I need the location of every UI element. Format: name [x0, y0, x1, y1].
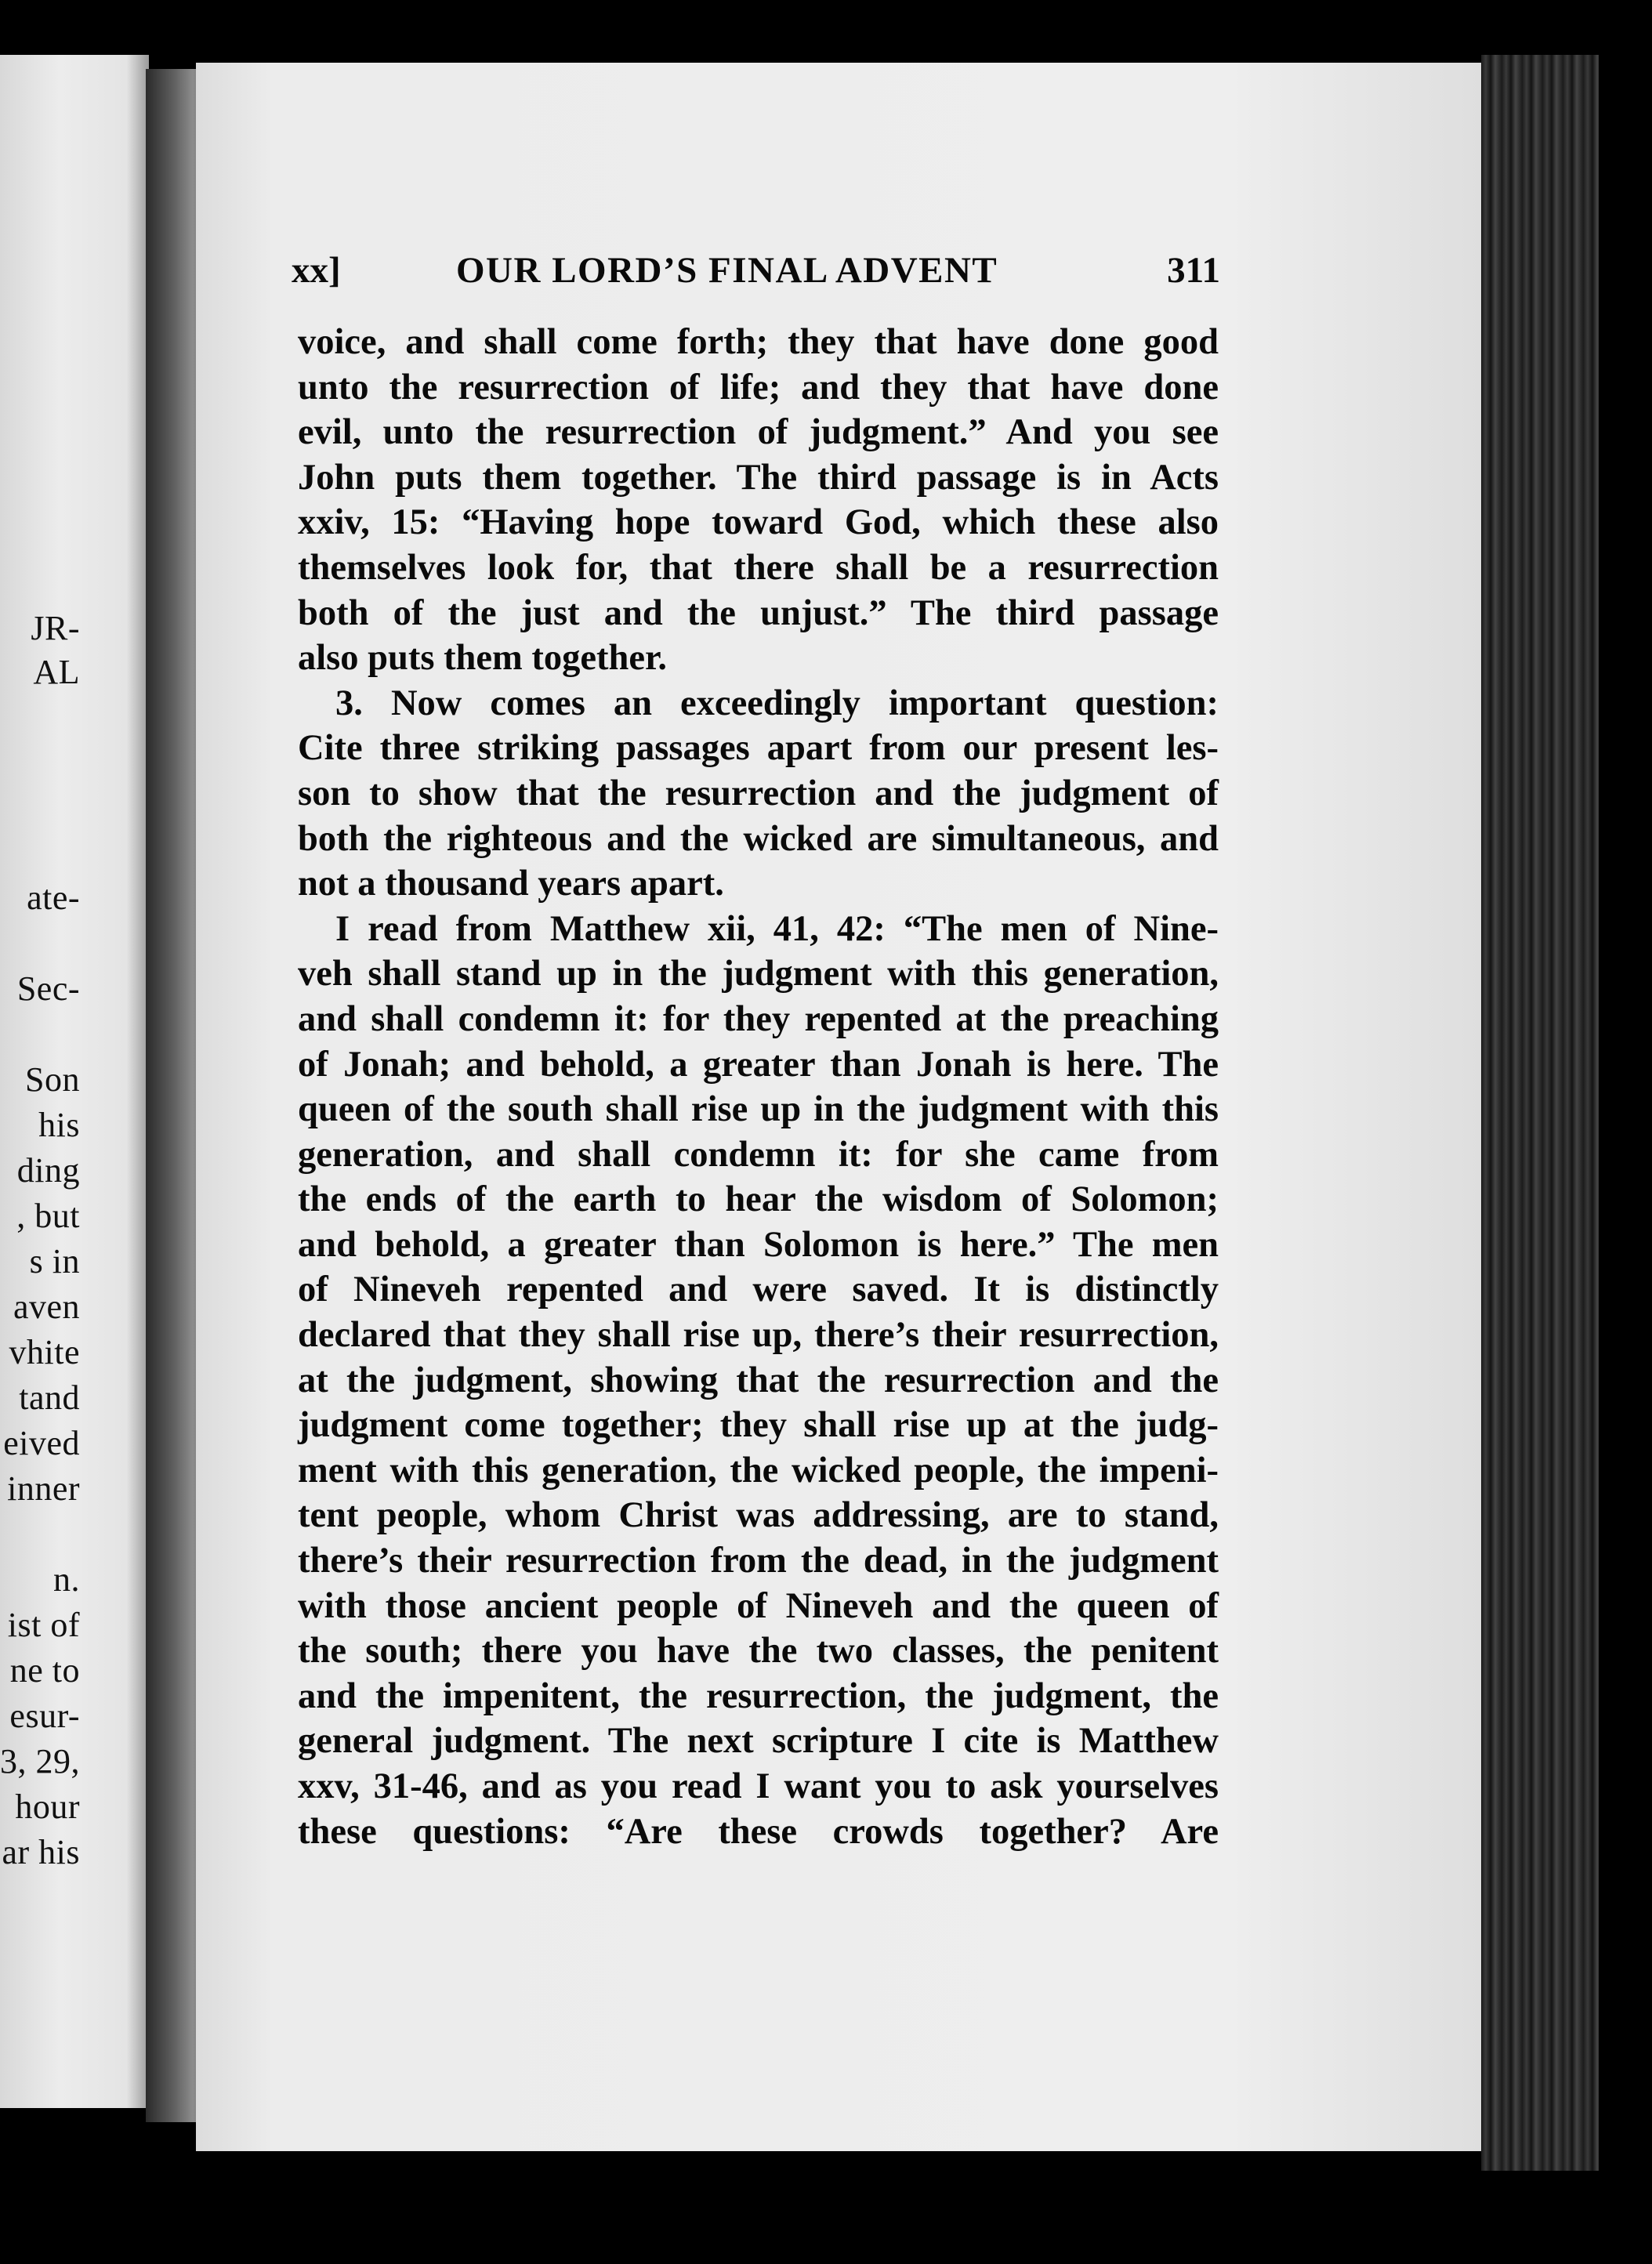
left-page-line: JR-: [31, 609, 80, 647]
left-page-line: ding: [16, 1151, 80, 1190]
text-line: there’s their resurrection from the dead, in the judgment: [298, 1541, 1219, 1581]
chapter-marker: xx]: [292, 250, 341, 291]
text-line: tent people, whom Christ was addressing, are to stand,: [298, 1495, 1219, 1536]
text-line: voice, and shall come forth; they that have done good: [298, 322, 1219, 362]
left-page-line: ar his: [2, 1833, 80, 1871]
running-header: [292, 249, 1220, 296]
left-page-line: his: [38, 1106, 80, 1144]
left-page-line: inner: [7, 1469, 80, 1508]
text-line: xxiv, 15: “Having hope toward God, which these also: [298, 502, 1219, 543]
text-line: I read from Matthew xii, 41, 42: “The men of Nine-: [335, 908, 1219, 949]
running-title: OUR LORD’S FINAL ADVENT: [456, 250, 998, 291]
text-line: xxv, 31-46, and as you read I want you to ask yourselves: [298, 1766, 1219, 1806]
text-line: general judgment. The next scripture I cite is Matthew: [298, 1721, 1219, 1762]
left-page-line: Sec-: [16, 969, 80, 1008]
page-edges: [1481, 55, 1599, 2171]
left-page-line: vhite: [9, 1333, 80, 1371]
text-line: both of the just and the unjust.” The third passage: [298, 592, 1219, 633]
left-facing-page: [0, 55, 149, 2108]
text-line: judgment come together; they shall rise up at the judg-: [298, 1405, 1219, 1446]
left-page-line: , but: [16, 1197, 80, 1235]
left-page-line: esur-: [9, 1697, 80, 1735]
text-line: the ends of the earth to hear the wisdom of Solomon;: [298, 1179, 1219, 1220]
left-page-line: ist of: [7, 1606, 80, 1644]
text-line: 3. Now comes an exceedingly important question:: [335, 683, 1219, 723]
left-page-line: aven: [13, 1288, 80, 1326]
left-page-line: n.: [53, 1560, 80, 1599]
left-page-line: ne to: [9, 1651, 80, 1690]
page-number: 311: [1167, 250, 1220, 291]
text-line: unto the resurrection of life; and they that have done: [298, 367, 1219, 408]
left-page-line: tand: [19, 1378, 80, 1417]
text-line: evil, unto the resurrection of judgment.” And you see: [298, 412, 1219, 453]
text-line: ment with this generation, the wicked people, the impeni-: [298, 1450, 1219, 1491]
left-page-line: eived: [3, 1424, 80, 1462]
text-line: also puts them together.: [298, 638, 668, 679]
left-page-line: hour: [15, 1788, 80, 1826]
text-line: queen of the south shall rise up in the judgment with this: [298, 1089, 1219, 1130]
text-line: and the impenitent, the resurrection, the judgment, the: [298, 1675, 1219, 1716]
text-line: not a thousand years apart.: [298, 864, 724, 904]
text-line: themselves look for, that there shall be a resurrection: [298, 547, 1219, 588]
left-page-line: ate-: [27, 878, 80, 917]
text-line: with those ancient people of Nineveh and the queen of: [298, 1585, 1219, 1626]
text-line: Cite three striking passages apart from our present les-: [298, 728, 1219, 769]
body-text: [298, 320, 1219, 1854]
text-line: of Jonah; and behold, a greater than Jonah is here. The: [298, 1044, 1219, 1085]
text-line: generation, and shall condemn it: for she came from: [298, 1134, 1219, 1175]
text-line: veh shall stand up in the judgment with this generation,: [298, 954, 1219, 994]
text-line: at the judgment, showing that the resurrection and the: [298, 1360, 1219, 1400]
text-line: the south; there you have the two classes, the penitent: [298, 1631, 1219, 1672]
text-line: both the righteous and the wicked are simultaneous, and: [298, 818, 1219, 859]
text-line: son to show that the resurrection and the judgment of: [298, 773, 1219, 813]
text-line: these questions: “Are these crowds together? Are: [298, 1811, 1219, 1852]
text-line: of Nineveh repented and were saved. It is distinctly: [298, 1270, 1219, 1310]
left-page-line: AL: [33, 653, 80, 691]
text-line: and behold, a greater than Solomon is here.” The men: [298, 1224, 1219, 1265]
text-line: John puts them together. The third passage is in Acts: [298, 457, 1219, 498]
left-page-line: Son: [25, 1060, 80, 1099]
text-line: and shall condemn it: for they repented at the preaching: [298, 998, 1219, 1039]
left-page-line: s in: [29, 1242, 80, 1281]
left-page-line: 3, 29,: [0, 1742, 80, 1780]
text-line: declared that they shall rise up, there’s their resurrection,: [298, 1315, 1219, 1356]
